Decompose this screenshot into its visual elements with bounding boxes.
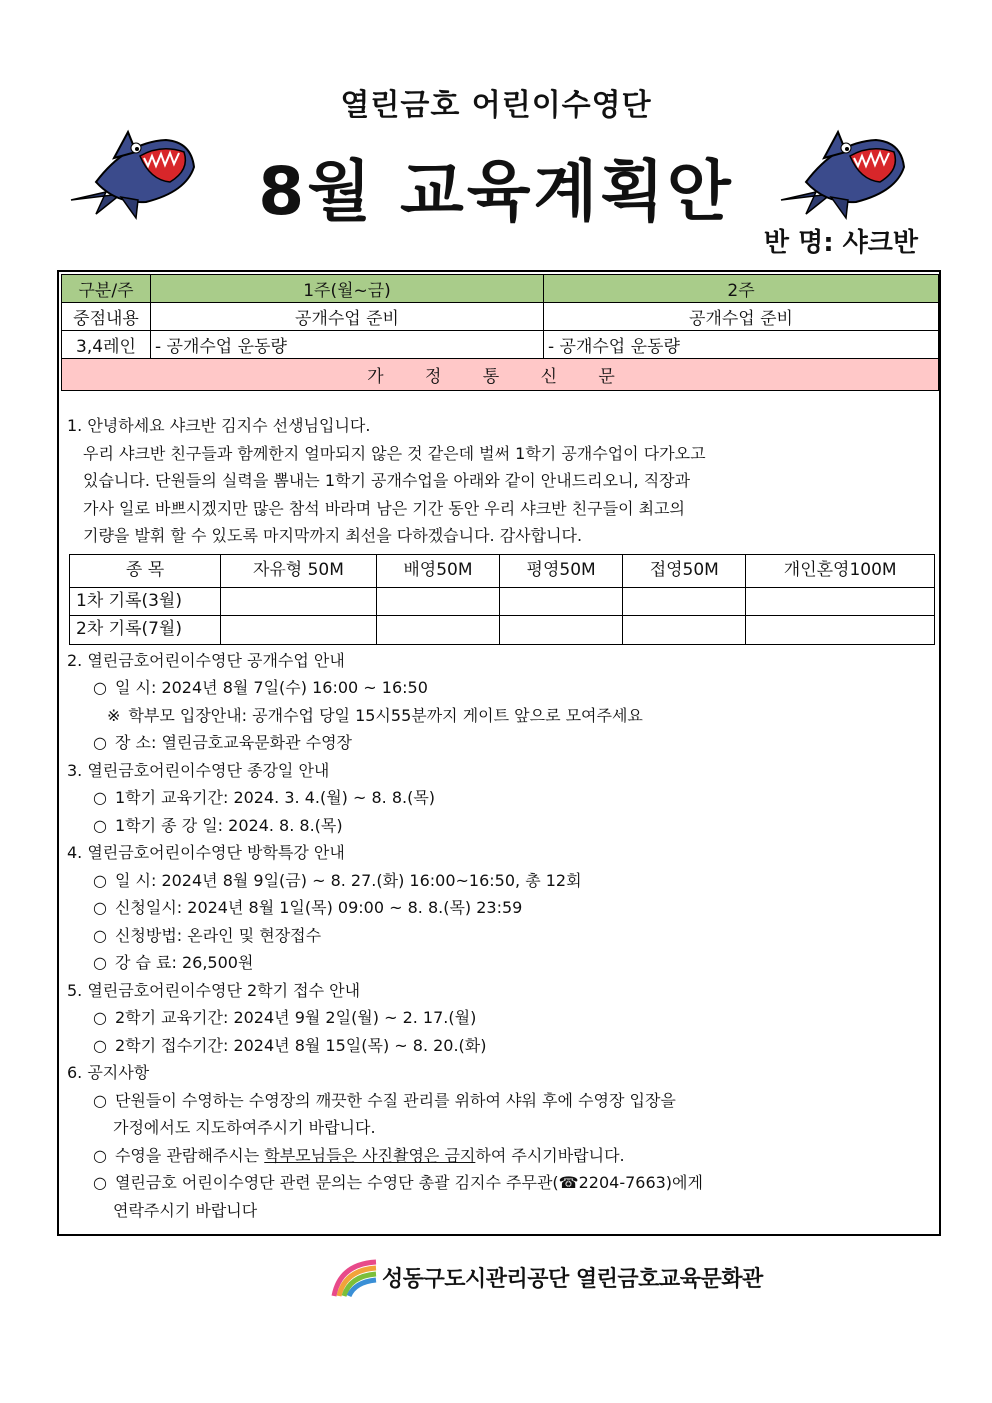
list-item: ○ 신청일시: 2024년 8월 1일(목) 09:00 ~ 8. 8.(목) 23:59 (93, 898, 523, 917)
record-cell (746, 587, 935, 616)
section-1-heading: 1. 안녕하세요 샤크반 김지수 선생님입니다. (67, 416, 371, 435)
record-cell (500, 616, 623, 645)
record-cell (221, 587, 377, 616)
section-5-heading: 5. 열린금호어린이수영단 2학기 접수 안내 (67, 980, 361, 1000)
paragraph-line: 가사 일로 바쁘시겠지만 많은 참석 바라며 남은 기간 동안 우리 샤크반 친구들이 최고의 (83, 498, 685, 518)
plan-lane-row (62, 331, 939, 359)
plan-cell: - 공개수업 운동량 (151, 331, 544, 359)
record-cell (500, 587, 623, 616)
bullet-icon: ○ (93, 925, 107, 945)
list-item: ○ 1학기 종 강 일: 2024. 8. 8.(목) (93, 815, 343, 835)
record-cell (376, 587, 499, 616)
list-item: ○ 강 습 료: 26,500원 (93, 953, 254, 972)
shark-mascot-right-icon (776, 122, 906, 222)
bullet-icon: ○ (93, 788, 107, 807)
paragraph-line: 있습니다. 단원들의 실력을 뽐내는 1학기 공개수업을 아래와 같이 안내드리오니, 직장과 (83, 471, 691, 490)
bullet-icon: ○ (93, 1145, 107, 1165)
plan-header-cell: 2주 (544, 275, 939, 303)
plan-header-cell: 구분/주 (62, 275, 151, 303)
plan-row-label: 3,4레인 (62, 331, 151, 359)
bullet-icon: ○ (93, 815, 107, 835)
record-row-label: 1차 기록(3월) (70, 587, 221, 616)
record-header-cell: 배영50M (376, 554, 499, 587)
bullet-icon: ○ (93, 870, 107, 890)
swim-record-table (69, 554, 935, 645)
plan-header-cell: 1주(월~금) (151, 275, 544, 303)
plan-row-label: 중점내용 (62, 303, 151, 331)
record-cell (221, 616, 377, 645)
bullet-icon: ○ (93, 953, 107, 972)
list-item: ○ 2학기 교육기간: 2024년 9월 2일(월) ~ 2. 17.(월) (93, 1008, 477, 1027)
record-row-label: 2차 기록(7월) (70, 616, 221, 645)
bullet-icon: ○ (93, 898, 107, 917)
rainbow-logo-icon (330, 1256, 380, 1298)
section-4-heading: 4. 열린금호어린이수영단 방학특강 안내 (67, 843, 345, 862)
list-item: ○ 1학기 교육기간: 2024. 3. 4.(월) ~ 8. 8.(목) (93, 788, 436, 807)
paragraph-line: 기량을 발휘 할 수 있도록 마지막까지 최선을 다하겠습니다. 감사합니다. (83, 526, 583, 545)
plan-header-row (62, 275, 939, 303)
bullet-icon: ○ (93, 1035, 107, 1055)
list-item-continuation: 연락주시기 바랍니다 (113, 1200, 258, 1220)
bullet-icon: ○ (93, 1173, 107, 1192)
record-row (70, 616, 935, 645)
list-item: ○ 2학기 접수기간: 2024년 8월 15일(목) ~ 8. 20.(화) (93, 1035, 487, 1055)
list-item: ○ 신청방법: 온라인 및 현장접수 (93, 925, 322, 945)
plan-cell: 공개수업 준비 (151, 303, 544, 331)
org-title: 열린금호 어린이수영단 (340, 88, 652, 123)
main-title: 8월 교육계획안 (258, 153, 734, 230)
record-row (70, 587, 935, 616)
record-header-cell: 개인혼영100M (746, 554, 935, 587)
plan-cell: 공개수업 준비 (544, 303, 939, 331)
footer-logo (330, 1256, 763, 1298)
note-item: ※ 학부모 입장안내: 공개수업 당일 15시55분까지 게이트 앞으로 모여주세요 (107, 705, 643, 725)
weekly-plan-table (61, 274, 939, 391)
bullet-icon: ○ (93, 1090, 107, 1110)
record-header-cell: 자유형 50M (221, 554, 377, 587)
footer-org-name: 성동구도시관리공단 열린금호교육문화관 (382, 1266, 763, 1292)
bullet-icon: ○ (93, 733, 107, 752)
newsletter-content (67, 412, 937, 1224)
list-item-continuation: 가정에서도 지도하여주시기 바랍니다. (113, 1118, 376, 1137)
newsletter-title-row (62, 359, 939, 391)
list-item: ○ 일 시: 2024년 8월 9일(금) ~ 8. 27.(화) 16:00~16:50, 총 12회 (93, 870, 582, 890)
photo-ban-notice: 학부모님들은 사진촬영은 금지 (264, 1145, 476, 1165)
bullet-icon: ○ (93, 1008, 107, 1027)
record-header-cell: 접영50M (623, 554, 746, 587)
document-frame (57, 270, 941, 1236)
section-2-heading: 2. 열린금호어린이수영단 공개수업 안내 (67, 650, 345, 670)
reference-mark-icon: ※ (107, 705, 121, 725)
list-item: ○ 일 시: 2024년 8월 7일(수) 16:00 ~ 16:50 (93, 678, 428, 697)
bullet-icon: ○ (93, 678, 107, 697)
section-6-heading: 6. 공지사항 (67, 1063, 150, 1082)
record-cell (746, 616, 935, 645)
record-header-row (70, 554, 935, 587)
record-cell (376, 616, 499, 645)
newsletter-title: 가 정 통 신 문 (62, 359, 939, 391)
list-item: ○ 수영을 관람해주시는 학부모님들은 사진촬영은 금지하여 주시기바랍니다. (93, 1145, 625, 1165)
section-3-heading: 3. 열린금호어린이수영단 종강일 안내 (67, 760, 330, 780)
plan-focus-row (62, 303, 939, 331)
class-name-label: 반 명: 샤크반 (763, 228, 918, 258)
record-header-cell: 종 목 (70, 554, 221, 587)
record-cell (623, 616, 746, 645)
list-item: ○ 장 소: 열린금호교육문화관 수영장 (93, 733, 353, 752)
record-cell (623, 587, 746, 616)
plan-cell: - 공개수업 운동량 (544, 331, 939, 359)
record-header-cell: 평영50M (500, 554, 623, 587)
paragraph-line: 우리 샤크반 친구들과 함께한지 얼마되지 않은 것 같은데 벌써 1학기 공개수업이 다가오고 (83, 443, 706, 463)
list-item: ○ 단원들이 수영하는 수영장의 깨끗한 수질 관리를 위하여 샤워 후에 수영장 입장을 (93, 1090, 676, 1110)
list-item: ○ 열린금호 어린이수영단 관련 문의는 수영단 총괄 김지수 주무관(☎2204-7663)에게 (93, 1173, 703, 1192)
